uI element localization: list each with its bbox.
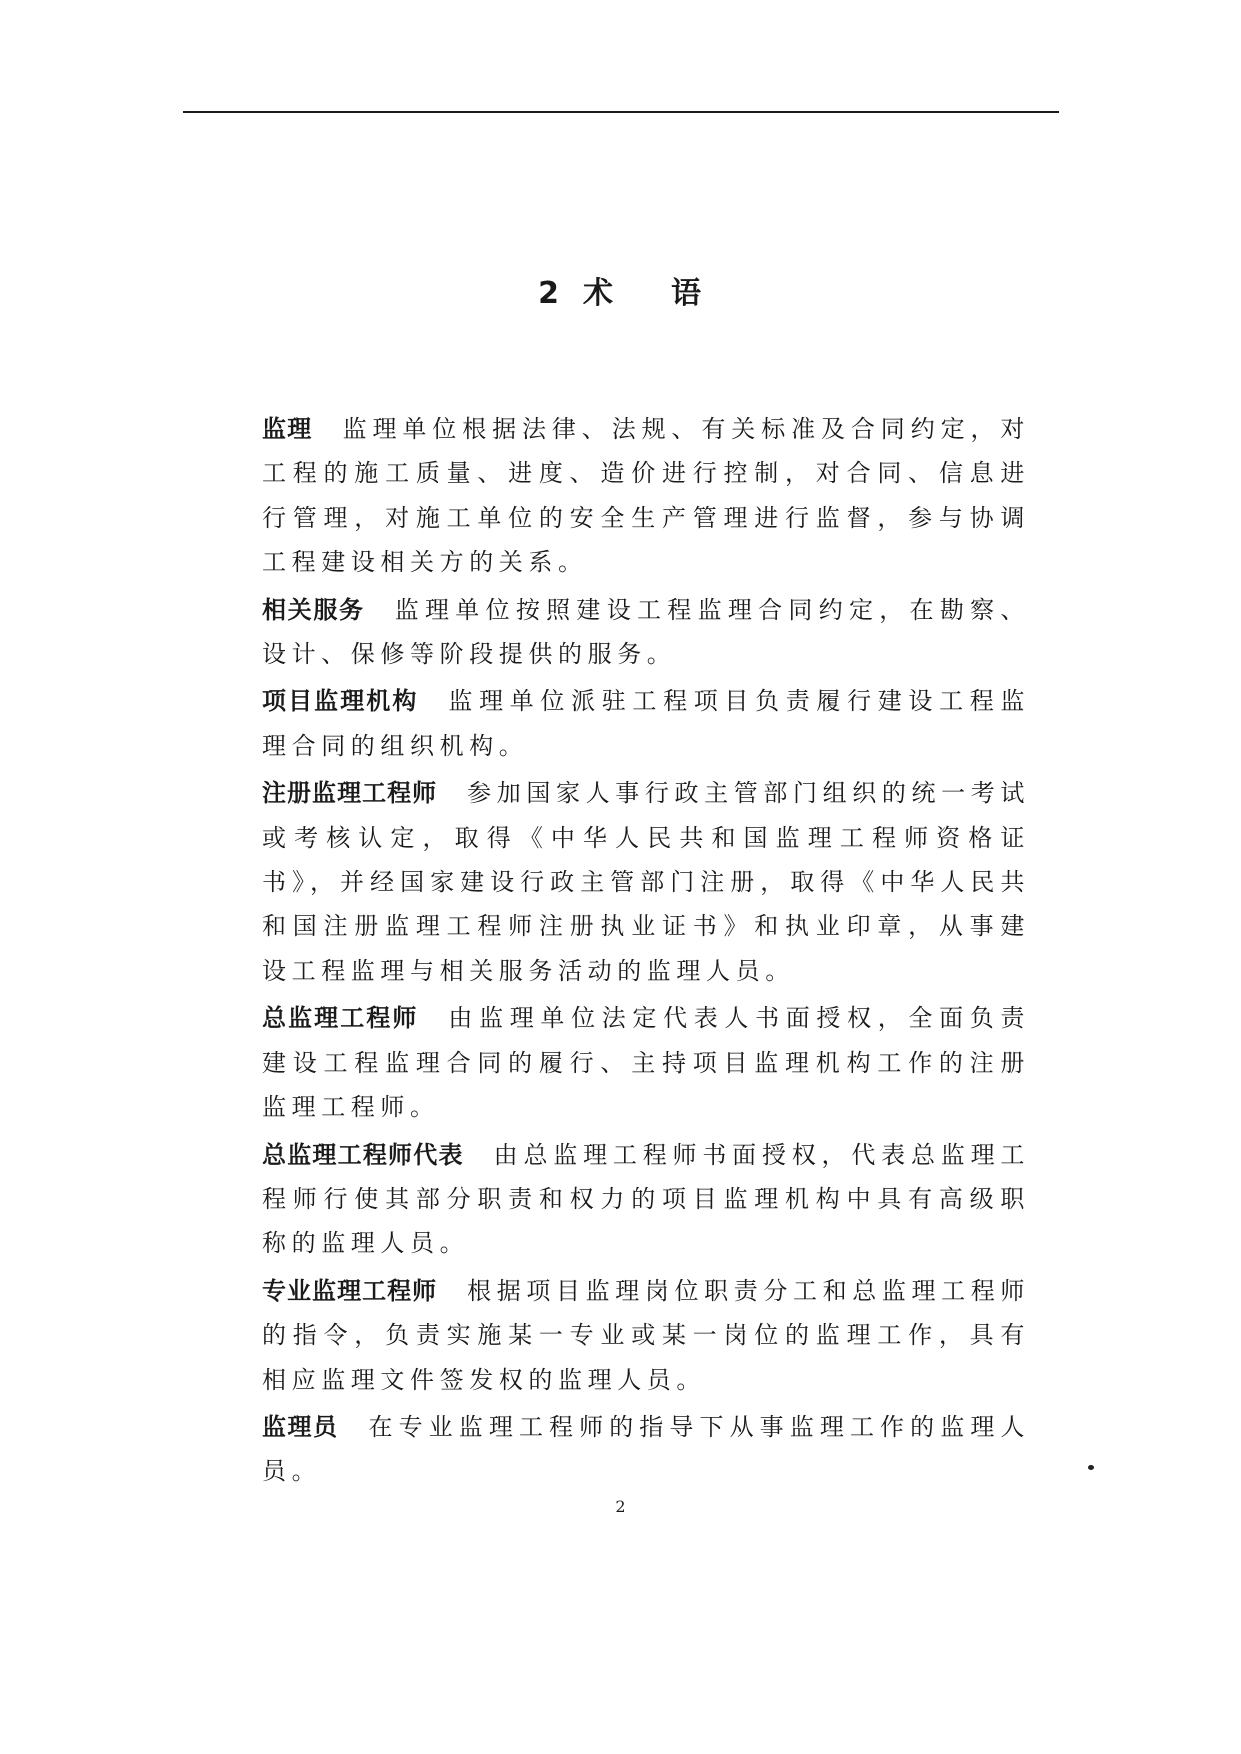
term-entry-supervisor — [262, 1405, 1030, 1494]
term-definition: 监理单位按照建设工程监理合同约定，在勘察、设计、保修等阶段提供的服务。 — [262, 595, 1030, 669]
term-entry-project-supervision-body — [262, 679, 1030, 768]
term-definition: 参加国家人事行政主管部门组织的统一考试或考核认定，取得《中华人民共和国监理工程师资格证书》，并经国家建设行政主管部门注册，取得《中华人民共和国注册监理工程师注册执业证书》和执业印章，从事建设工程监理与相关服务活动的监理人员。 — [262, 779, 1030, 985]
term-label: 相关服务 — [262, 595, 365, 624]
chapter-title-char-1: 术 — [582, 276, 615, 311]
term-entry-related-services — [262, 588, 1030, 677]
term-definition: 在专业监理工程师的指导下从事监理工作的监理人员。 — [262, 1412, 1031, 1486]
term-label: 总监理工程师 — [262, 1004, 419, 1033]
chapter-title-char-2: 语 — [670, 276, 703, 311]
header-rule — [183, 111, 1059, 113]
term-entry-specialty-engineer — [262, 1269, 1030, 1402]
term-definition: 由总监理工程师书面授权，代表总监理工程师行使其部分职责和权力的项目监理机构中具有高级职称的监理人员。 — [262, 1140, 1030, 1258]
term-entry-registered-engineer — [262, 771, 1030, 993]
term-entry-chief-engineer — [262, 996, 1030, 1129]
term-list — [262, 407, 1030, 1497]
term-label: 注册监理工程师 — [262, 779, 438, 808]
term-definition: 监理单位派驻工程项目负责履行建设工程监理合同的组织机构。 — [262, 687, 1030, 760]
term-label: 项目监理机构 — [262, 687, 419, 716]
term-definition: 根据项目监理岗位职责分工和总监理工程师的指令，负责实施某一专业或某一岗位的监理工作，具有相应监理文件签发权的监理人员。 — [262, 1276, 1030, 1394]
term-label: 专业监理工程师 — [262, 1276, 438, 1305]
chapter-number: 2 — [538, 276, 561, 311]
chapter-title — [0, 268, 1241, 312]
term-label: 监理 — [262, 415, 313, 443]
term-definition: 由监理单位法定代表人书面授权，全面负责建设工程监理合同的履行、主持项目监理机构工作的注册监理工程师。 — [262, 1004, 1030, 1122]
term-label: 监理员 — [262, 1412, 339, 1441]
term-definition: 监理单位根据法律、法规、有关标准及合同约定，对工程的施工质量、进度、造价进行控制，对合同、信息进行管理，对施工单位的安全生产管理进行监督，参与协调工程建设相关方的关系。 — [262, 415, 1030, 577]
term-label: 总监理工程师代表 — [262, 1140, 464, 1169]
scan-speck — [1088, 1465, 1094, 1470]
page-number: 2 — [615, 1497, 626, 1516]
term-entry-chief-engineer-representative — [262, 1133, 1030, 1266]
term-entry-supervision — [262, 407, 1030, 585]
